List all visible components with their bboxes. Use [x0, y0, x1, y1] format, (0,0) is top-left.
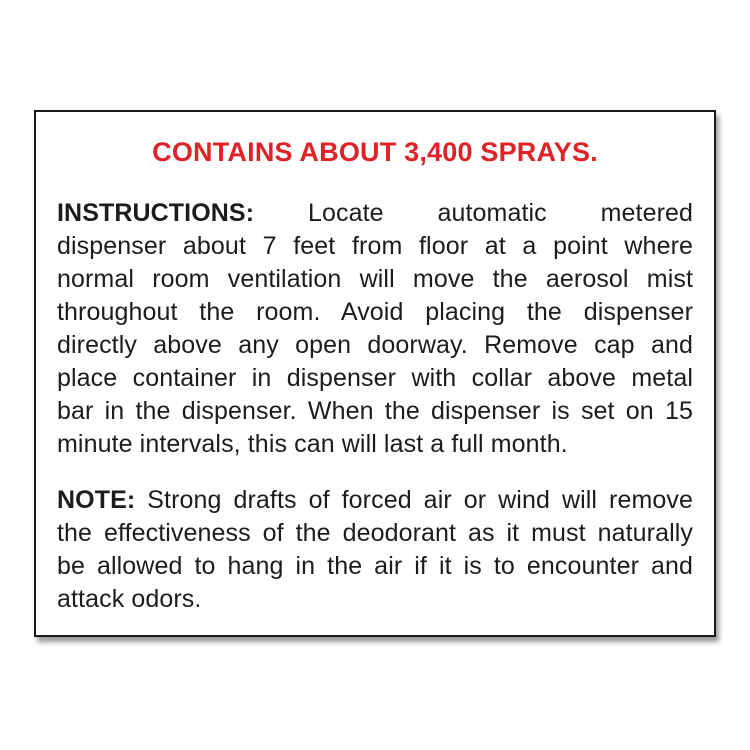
instructions-line: throughout the room. Avoid placing the dispenser: [57, 298, 693, 326]
instructions-line: directly above any open doorway. Remove cap and: [57, 331, 693, 359]
instructions-line: normal room ventilation will move the aerosol mist: [57, 265, 693, 293]
note-line: attack odors.: [57, 585, 202, 613]
instructions-line: [57, 197, 693, 230]
note-line: be allowed to hang in the air if it is to encounter and: [57, 552, 693, 580]
instructions-paragraph: [57, 197, 693, 461]
instructions-line: bar in the dispenser. When the dispenser is set on 15: [57, 397, 693, 425]
instructions-line: dispenser about 7 feet from floor at a point where: [57, 232, 693, 260]
note-paragraph: [57, 484, 693, 616]
sprays-count-heading: CONTAINS ABOUT 3,400 SPRAYS.: [152, 137, 598, 167]
instructions-line-text: Locate automatic metered: [307, 199, 694, 227]
note-title: NOTE:: [57, 486, 136, 514]
instructions-title: INSTRUCTIONS:: [57, 199, 255, 227]
note-line: the effectiveness of the deodorant as it must naturally: [57, 519, 693, 547]
instructions-line: place container in dispenser with collar above metal: [57, 364, 693, 392]
instructions-line: minute intervals, this can will last a full month.: [57, 430, 568, 458]
label-card: [34, 110, 716, 637]
note-line-text: Strong drafts of forced air or wind will remove: [147, 486, 693, 514]
note-line: [57, 484, 693, 517]
